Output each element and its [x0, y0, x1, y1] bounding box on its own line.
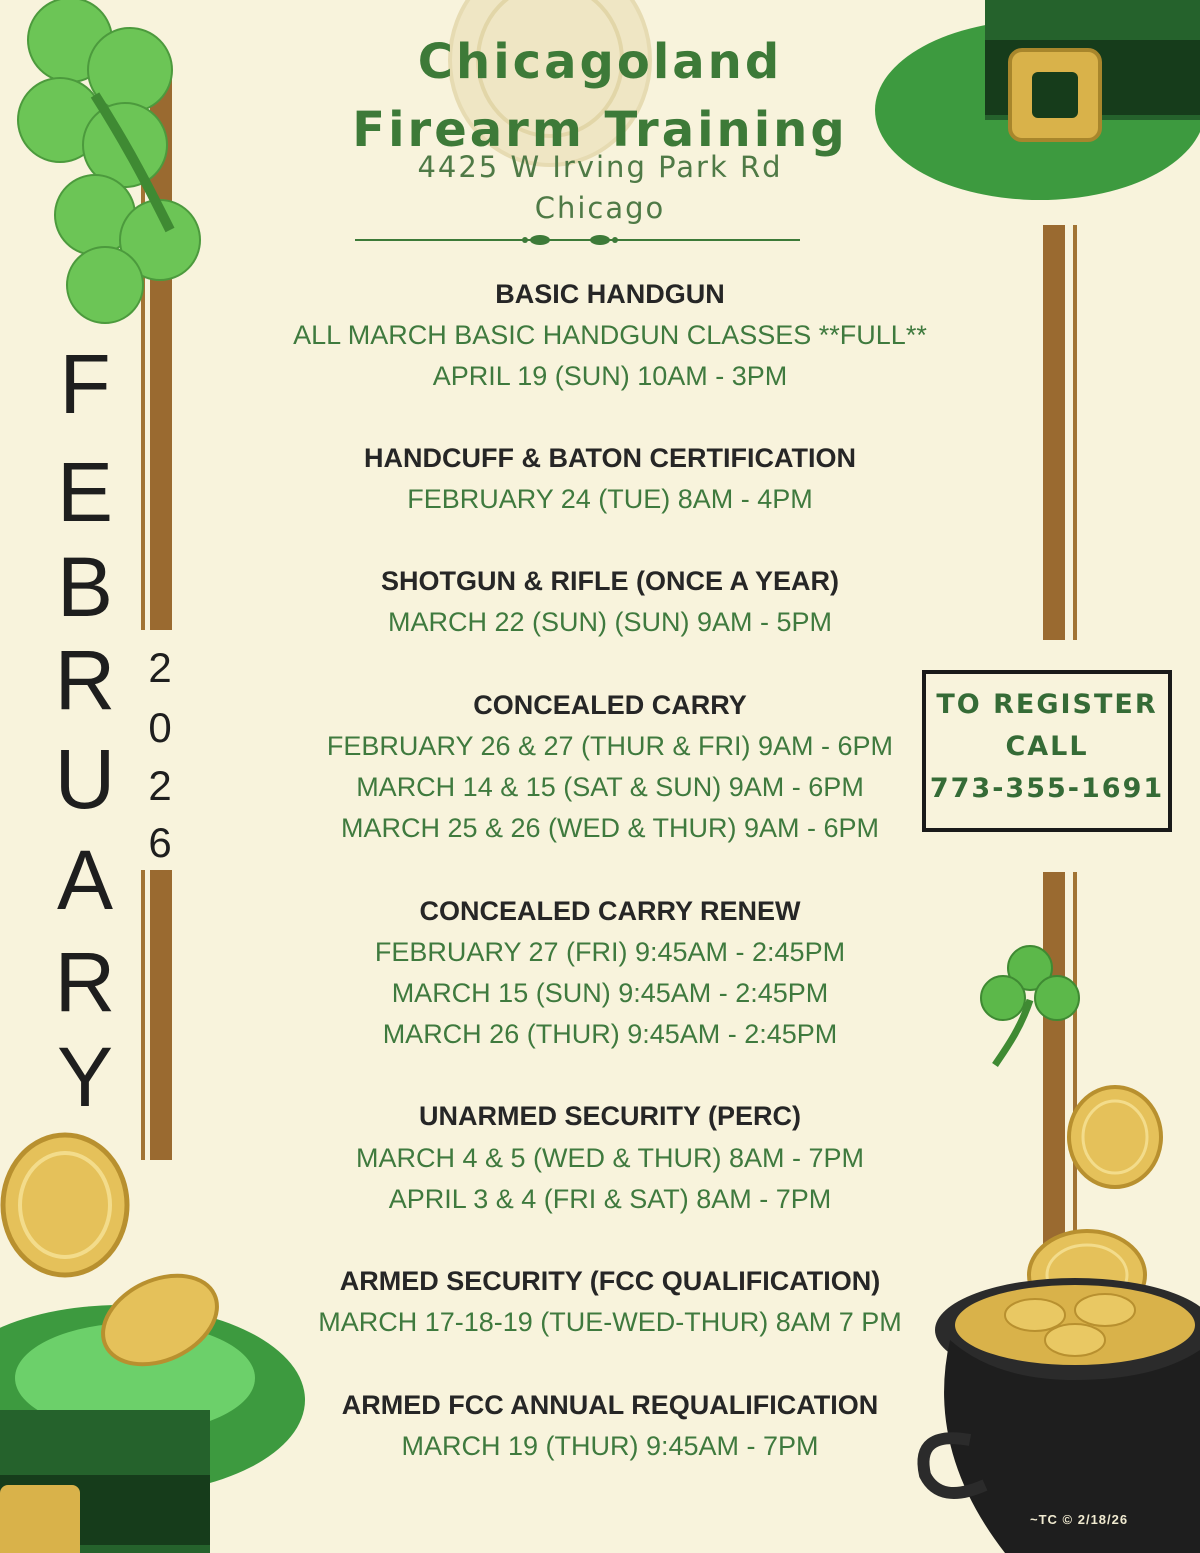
- gold-coin-icon: [0, 1130, 140, 1280]
- class-title-basic-handgun: BASIC HANDGUN: [495, 279, 725, 309]
- register-phone[interactable]: 773-355-1691: [929, 773, 1165, 804]
- address-city: Chicago: [534, 191, 666, 225]
- class-title-concealed-carry-renew: CONCEALED CARRY RENEW: [419, 896, 801, 926]
- register-label: TO REGISTER: [936, 689, 1158, 720]
- register-box: [922, 670, 1172, 832]
- month-letter: R: [54, 935, 116, 1029]
- month-letter: B: [56, 540, 114, 634]
- class-date-line: MARCH 4 & 5 (WED & THUR) 8AM - 7PM: [355, 1143, 865, 1173]
- leprechaun-hat-icon: [870, 0, 1200, 230]
- left-stripe-lower: [150, 870, 172, 1160]
- ornament-divider-icon: [355, 230, 800, 250]
- class-date-line: MARCH 26 (THUR) 9:45AM - 2:45PM: [382, 1019, 838, 1049]
- class-date-line: MARCH 15 (SUN) 9:45AM - 2:45PM: [391, 978, 829, 1008]
- class-date-line: MARCH 22 (SUN) (SUN) 9AM - 5PM: [387, 607, 833, 637]
- right-stripe-upper: [1043, 225, 1065, 640]
- class-title-armed-security: ARMED SECURITY (FCC QUALIFICATION): [339, 1266, 881, 1296]
- class-date-line: APRIL 3 & 4 (FRI & SAT) 8AM - 7PM: [388, 1184, 832, 1214]
- month-letter: A: [56, 833, 114, 927]
- year-digit: 2: [148, 762, 172, 809]
- class-date-line: APRIL 19 (SUN) 10AM - 3PM: [432, 361, 788, 391]
- class-date-line: FEBRUARY 26 & 27 (THUR & FRI) 9AM - 6PM: [326, 731, 894, 761]
- month-letter: U: [54, 732, 116, 826]
- class-date-line: FEBRUARY 27 (FRI) 9:45AM - 2:45PM: [374, 937, 846, 967]
- month-letter: E: [56, 445, 114, 539]
- year-digit: 2: [148, 644, 172, 691]
- class-date-line: MARCH 25 & 26 (WED & THUR) 9AM - 6PM: [340, 813, 880, 843]
- class-date-line: ALL MARCH BASIC HANDGUN CLASSES **FULL**: [293, 320, 927, 350]
- business-name-line2: Firearm Training: [352, 102, 848, 158]
- shamrock-icon: [0, 0, 230, 330]
- leprechaun-hat-icon: [0, 1260, 310, 1553]
- month-letter: R: [54, 633, 116, 727]
- credit-text: ~TC © 2/18/26: [1030, 1512, 1129, 1527]
- left-stripe-lower-thin: [141, 870, 145, 1160]
- year-digit: 6: [148, 819, 172, 866]
- class-title-armed-fcc-requal: ARMED FCC ANNUAL REQUALIFICATION: [341, 1390, 879, 1420]
- class-title-handcuff-baton: HANDCUFF & BATON CERTIFICATION: [364, 443, 856, 473]
- right-stripe-upper-thin: [1073, 225, 1077, 640]
- register-call-label: CALL: [1005, 731, 1089, 762]
- class-title-unarmed-security: UNARMED SECURITY (PERC): [418, 1101, 802, 1131]
- address-street: 4425 W Irving Park Rd: [417, 150, 783, 184]
- class-date-line: MARCH 14 & 15 (SAT & SUN) 9AM - 6PM: [356, 772, 864, 802]
- month-letter: Y: [56, 1030, 114, 1124]
- class-date-line: FEBRUARY 24 (TUE) 8AM - 4PM: [407, 484, 813, 514]
- class-title-shotgun-rifle: SHOTGUN & RIFLE (ONCE A YEAR): [380, 566, 839, 596]
- year-digit: 0: [148, 704, 172, 751]
- business-name-line1: Chicagoland: [417, 34, 783, 90]
- shamrock-icon: [975, 940, 1085, 1070]
- month-letter: F: [59, 337, 111, 431]
- gold-coin-icon: [1065, 1085, 1165, 1190]
- class-date-line: MARCH 17-18-19 (TUE-WED-THUR) 8AM 7 PM: [318, 1307, 902, 1337]
- pot-of-gold-icon: [895, 1270, 1200, 1553]
- class-date-line: MARCH 19 (THUR) 9:45AM - 7PM: [401, 1431, 819, 1461]
- class-title-concealed-carry: CONCEALED CARRY: [473, 690, 747, 720]
